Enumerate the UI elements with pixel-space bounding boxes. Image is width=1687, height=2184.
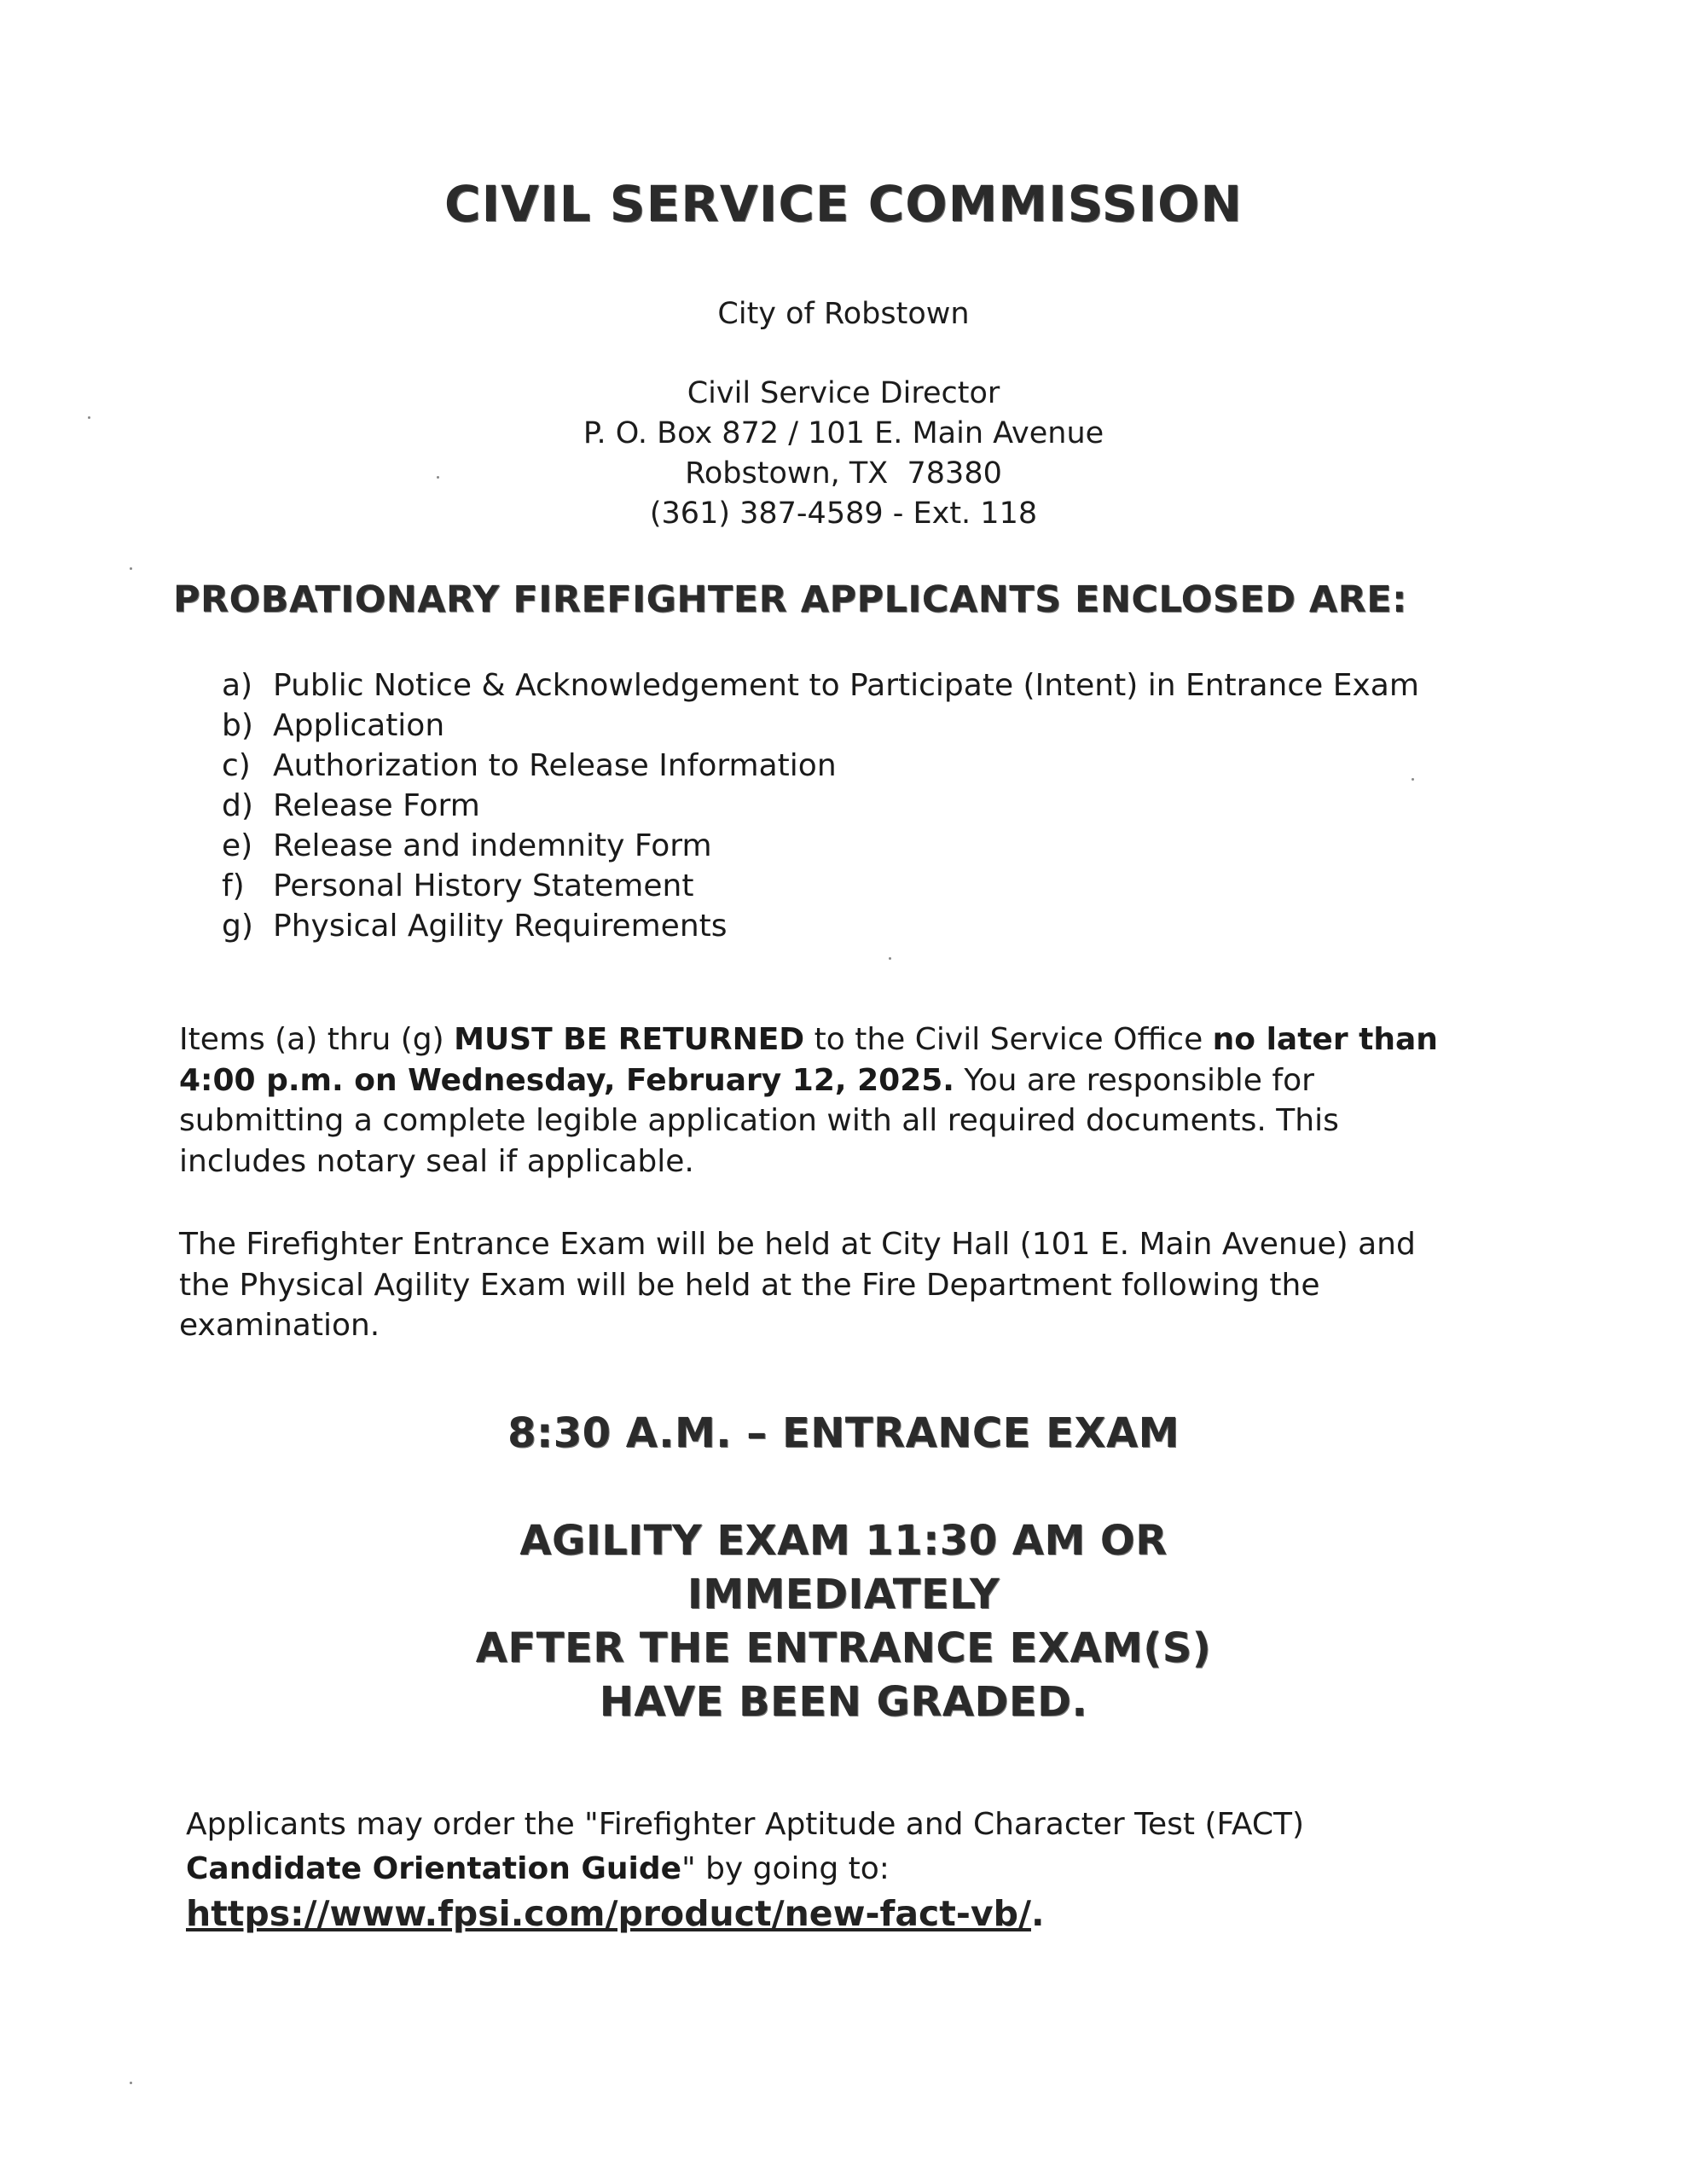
list-item-letter: c) [222, 748, 251, 783]
address-line-city-state: Robstown, TX 78380 [685, 456, 1002, 491]
list-item-text: Personal History Statement [273, 868, 694, 903]
list-item [222, 746, 1419, 786]
list-item-text: Authorization to Release Information [273, 748, 837, 783]
paragraph-text: Applicants may order the "Firefighter Aptitude and Character Test (FACT) [186, 1807, 1305, 1842]
city-name: City of Robstown [717, 297, 970, 331]
scan-speck [889, 957, 891, 960]
deadline-text: no later than 4:00 p.m. on Wednesday, February 12, 2025. [179, 1022, 1438, 1098]
list-item-text: Application [273, 708, 445, 743]
page-title: CIVIL SERVICE COMMISSION [444, 175, 1243, 233]
list-item [222, 706, 1419, 746]
agility-exam-line: AGILITY EXAM 11:30 AM OR [519, 1517, 1168, 1565]
address-line-po-box: P. O. Box 872 / 101 E. Main Avenue [583, 416, 1104, 450]
paragraph-text: Items (a) thru (g) [179, 1022, 455, 1057]
list-item [222, 826, 1419, 866]
list-item-text: Public Notice & Acknowledgement to Participate (Intent) in Entrance Exam [273, 668, 1419, 703]
agility-exam-time [0, 1514, 1687, 1729]
return-deadline-paragraph [179, 1019, 1450, 1182]
guide-title: Candidate Orientation Guide [186, 1851, 682, 1886]
address-line-phone: (361) 387-4589 - Ext. 118 [649, 497, 1038, 531]
fpsi-guide-link[interactable]: https://www.fpsi.com/product/new-fact-vb/ [186, 1893, 1031, 1934]
must-be-returned-text: MUST BE RETURNED [454, 1022, 805, 1057]
paragraph-text: You are responsible for submitting a complete legible application with all required documents. This includes notary seal if applicable. [179, 1062, 1339, 1179]
list-item [222, 786, 1419, 826]
paragraph-text: " by going to: [681, 1851, 890, 1886]
guide-order-paragraph [186, 1803, 1465, 1938]
scan-speck [88, 416, 90, 419]
paragraph-text: to the Civil Service Office [804, 1022, 1213, 1057]
list-item-text: Release and indemnity Form [273, 828, 712, 863]
scan-speck [437, 476, 439, 479]
list-item [222, 906, 1419, 946]
exam-location-paragraph: The Firefighter Entrance Exam will be held at City Hall (101 E. Main Avenue) and the Physical Agility Exam will be held at the Fire Department following the examination. [179, 1227, 1416, 1343]
list-item-letter: d) [222, 788, 253, 823]
enclosed-items-list [222, 665, 1419, 946]
scan-speck [130, 567, 132, 570]
address-line-director: Civil Service Director [687, 376, 1000, 410]
list-item-text: Release Form [273, 788, 480, 823]
list-item [222, 665, 1419, 706]
agility-exam-line: IMMEDIATELY [687, 1571, 1000, 1618]
scan-speck [130, 2082, 132, 2084]
entrance-exam-time: 8:30 A.M. – ENTRANCE EXAM [507, 1409, 1180, 1457]
list-item [222, 866, 1419, 906]
agility-exam-line: AFTER THE ENTRANCE EXAM(S) [475, 1624, 1212, 1672]
list-item-letter: f) [222, 868, 245, 903]
list-item-letter: e) [222, 828, 253, 863]
enclosed-heading: PROBATIONARY FIREFIGHTER APPLICANTS ENCLOSED ARE: [173, 578, 1407, 621]
list-item-letter: g) [222, 909, 253, 944]
list-item-letter: a) [222, 668, 253, 703]
scan-speck [1412, 778, 1414, 781]
agility-exam-line: HAVE BEEN GRADED. [599, 1678, 1088, 1726]
list-item-letter: b) [222, 708, 253, 743]
paragraph-end: . [1030, 1893, 1045, 1934]
address-block [0, 374, 1687, 534]
list-item-text: Physical Agility Requirements [273, 909, 728, 944]
